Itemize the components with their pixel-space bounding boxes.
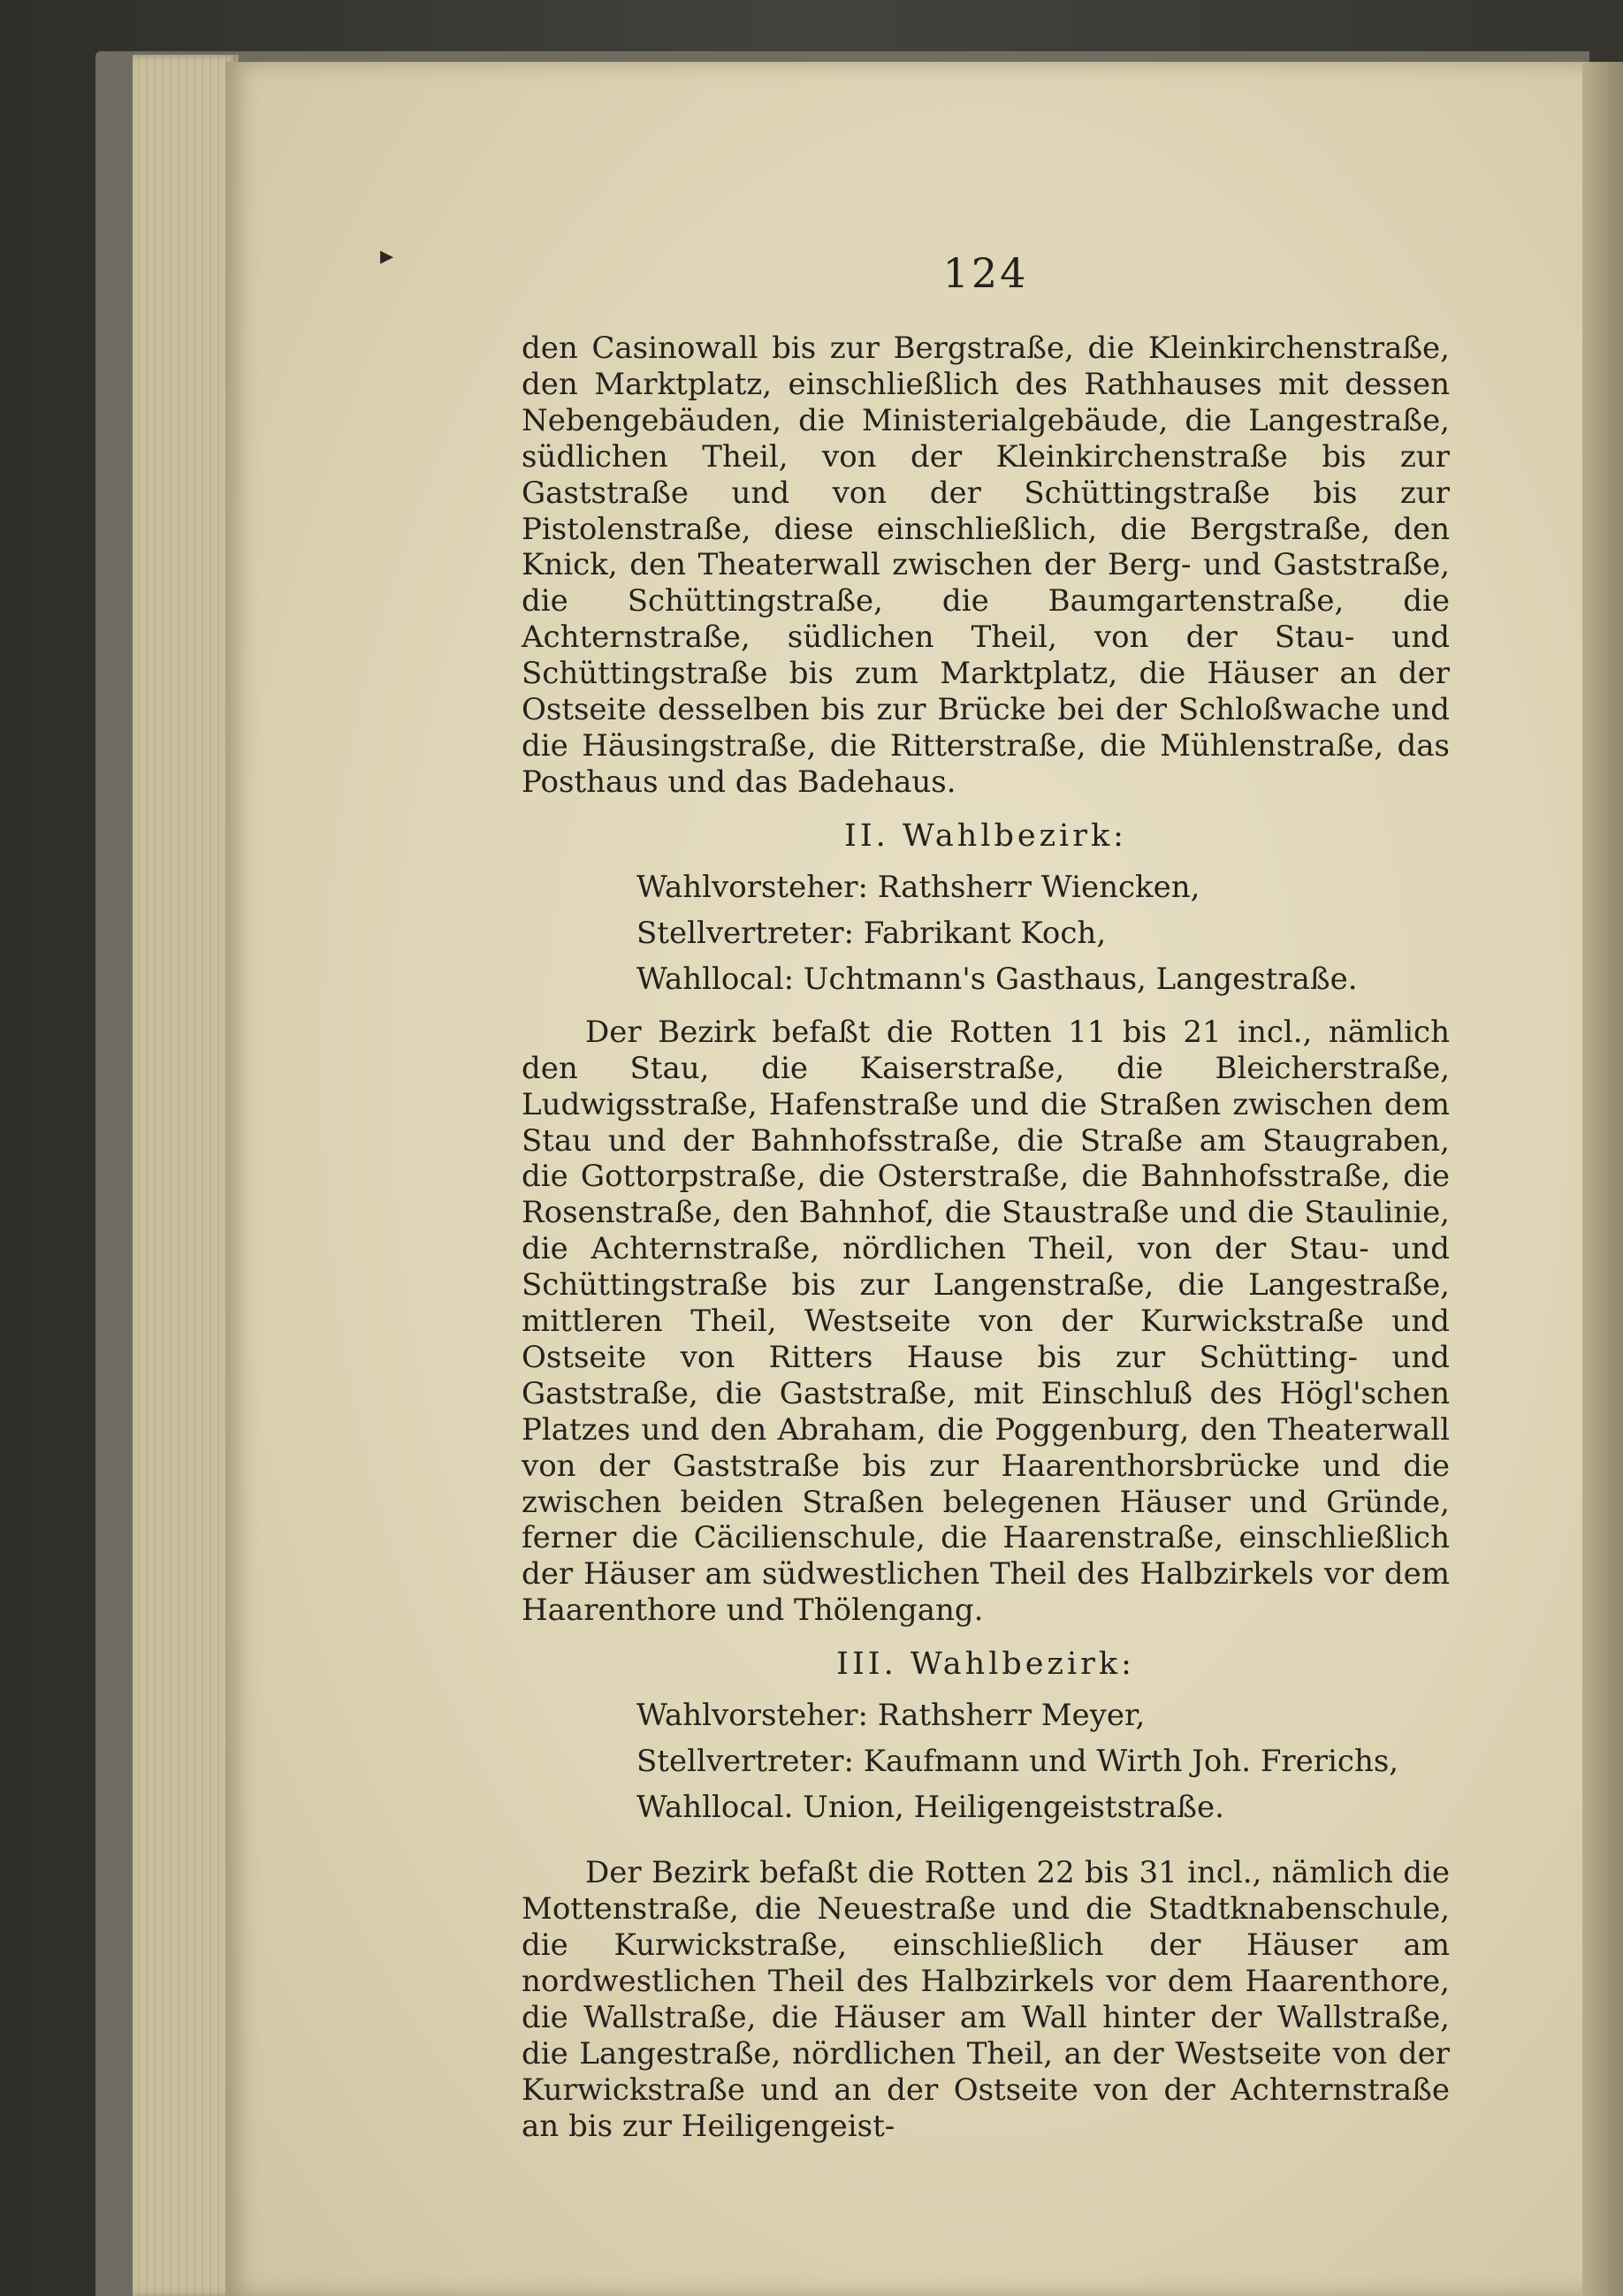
district-3-vorsteher: Wahlvorsteher: Rathsherr Meyer, [636,1698,1146,1734]
page-number: 124 [942,249,1029,297]
district-3-info [522,1692,1450,1830]
district-2-heading: II. Wahlbezirk: [844,817,1127,854]
district-3-heading: III. Wahlbezirk: [836,1646,1135,1683]
district-2-local: Wahllocal: Uchtmann's Gasthaus, Langestraße. [636,961,1358,997]
spacer [522,1843,1450,1855]
page-stack-edges [133,55,239,2296]
district-3-local: Wahllocal. Union, Heiligengeiststraße. [636,1790,1224,1826]
district-3-stellvertreter: Stellvertreter: Kaufmann und Wirth Joh. Frerichs, [636,1744,1399,1780]
district-3-paragraph: Der Bezirk befaßt die Rotten 22 bis 31 incl., nämlich die Mottenstraße, die Neuestraße und die Stadtknabenschule, die Kurwickstraße, einschließlich der Häuser am nordwestlichen Theil des Halbzirkels vor dem Haarenthore, die Wallstraße, die Häuser am Wall hinter der Wallstraße, die Langestraße, nördlichen Theil, an der Westseite von der Kurwickstraße und an der Ostseite von der Achternstraße an bis zur Heiligengeist- [522,1855,1450,2144]
district-2-vorsteher: Wahlvorsteher: Rathsherr Wiencken, [636,869,1200,905]
page-text-block [522,249,1450,2144]
district-2-paragraph: Der Bezirk befaßt die Rotten 11 bis 21 incl., nämlich den Stau, die Kaiserstraße, die Bleicherstraße, Ludwigsstraße, Hafenstraße und die Straßen zwischen dem Stau und der Bahnhofsstraße, die Straße am Staugraben, die Gottorpstraße, die Osterstraße, die Bahnhofsstraße, die Rosenstraße, den Bahnhof, die Staustraße und die Staulinie, die Achternstraße, nördlichen Theil, von der Stau- und Schüttingstraße bis zur Langenstraße, die Langestraße, mittleren Theil, Westseite von der Kurwickstraße und Ostseite von Ritters Hause bis zur Schütting- und Gaststraße, die Gaststraße, mit Einschluß des Högl'schen Platzes und den Abraham, die Poggenburg, den Theaterwall von der Gaststraße bis zur Haarenthorsbrücke und die zwischen beiden Straßen belegenen Häuser und Gründe, ferner die Cäcilienschule, die Haarenstraße, einschließlich der Häuser am südwestlichen Theil des Halbzirkels vor dem Haarenthore und Thölengang. [522,1014,1450,1629]
district-2-info [522,864,1450,1002]
section1-paragraph: den Casinowall bis zur Bergstraße, die Kleinkirchenstraße, den Marktplatz, einschließlich des Rathhauses mit dessen Nebengebäuden, die Ministerialgebäude, die Langestraße, südlichen Theil, von der Kleinkirchenstraße bis zur Gaststraße und von der Schüttingstraße bis zur Pistolenstraße, diese einschließlich, die Bergstraße, den Knick, den Theaterwall zwischen der Berg- und Gaststraße, die Schüttingstraße, die Baumgartenstraße, die Achternstraße, südlichen Theil, von der Stau- und Schüttingstraße bis zum Marktplatz, die Häuser an der Ostseite desselben bis zur Brücke bei der Schloßwache und die Häusingstraße, die Ritterstraße, die Mühlenstraße, das Posthaus und das Badehaus. [522,331,1450,800]
district-2-stellvertreter: Stellvertreter: Fabrikant Koch, [636,915,1107,951]
page-gutter-shadow [1582,62,1623,2296]
margin-mark: ▸ [380,240,394,271]
